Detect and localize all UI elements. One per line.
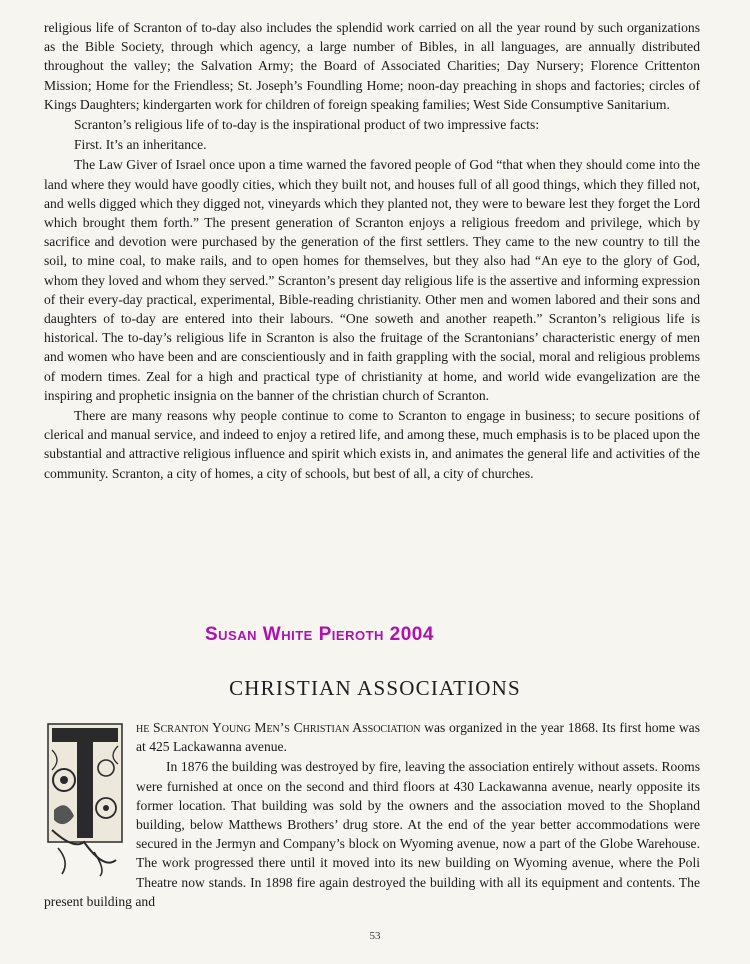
page-body xyxy=(44,18,700,483)
paragraph-5: There are many reasons why people continue to come to Scranton to engage in business; to secure positions of clerical and manual service, and indeed to enjoy a retired life, and among these, much emphasis is to be placed upon the substantial and attractive religious influence and spirit which exists in, and animates the general life and activities of the community. Scranton, a city of homes, a city of schools, but best of all, a city of churches. xyxy=(44,408,700,481)
section-paragraph-2: In 1876 the building was destroyed by fire, leaving the association entirely without assets. Rooms were furnished at once on the second and third floors at 430 Lackawanna avenue, nearly opposite its former location. That building was sold by the owners and the association moved to the Shopland building, below Matthews Brothers’ drug store. At the end of the year better accommodations were secured in the Jermyn and Company’s block on Wyoming avenue, now a part of the Globe Warehouse. The work progressed there until it moved into its new building on Wyoming avenue, where the Poli Theatre now stands. In 1898 fire again destroyed the building with all its equipment and contents. The present building and xyxy=(44,759,700,909)
section-heading: CHRISTIAN ASSOCIATIONS xyxy=(229,676,521,700)
paragraph-3: First. It’s an inheritance. xyxy=(74,137,207,153)
ornamental-dropcap-icon xyxy=(44,720,126,878)
page-number: 53 xyxy=(369,930,381,942)
lead-rest: was organized in the year 1868. Its first home was at 425 Lackawanna avenue. xyxy=(136,720,700,755)
paragraph-4: The Law Giver of Israel once upon a time warned the favored people of God “that when they should come into the land where they would have goodly cities, which they built not, and houses full of all good things, which they filled not, and wells digged which they digged not, vineyards which they planted not, they were to beware lest they forget the Lord which brought them forth.” The present generation of Scranton enjoys a religious freedom and privilege, which by sacrifice and devotion were purchased by the generation of the first settlers. They came to the new country to till the soil, to mine coal, to make rails, and to open homes for themselves, but they also had “An eye to the glory of God, whom they loved and whom they served.” Scranton’s present day religious life is the assertive and informing expression of their every-day practical, experimental, Bible-reading christianity. Other men and women labored and their sons and daughters of to-day are entered into their labours. “One soweth and another reapeth.” Scranton’s religious life is historical. The to-day’s religious life in Scranton is also the fruitage of the Scrantonians’ characteristic energy of men and women who have been and are conscientiously and in faith grappling with the social, moral and religious problems of modern times. Zeal for a high and practical type of christianity at home, and world wide evangelization are the inspiring and prophetic insignia on the banner of the christian church of Scranton. xyxy=(44,157,700,403)
lead-smallcaps: he Scranton Young Men’s Christian Association xyxy=(136,720,421,735)
watermark: Susan White Pieroth 2004 xyxy=(205,624,434,645)
section-body xyxy=(44,718,700,911)
paragraph-2: Scranton’s religious life of to-day is the inspirational product of two impressive facts: xyxy=(74,117,540,133)
section-paragraph-1 xyxy=(44,718,700,756)
paragraph-1: religious life of Scranton of to-day also includes the splendid work carried on all the year round by such organizations as the Bible Society, through which agency, a large number of Bibles, in all languages, are annually distributed throughout the valley; the Salvation Army; the Board of Associated Charities; Day Nursery; Florence Crittenton Mission; Home for the Friendless; St. Joseph’s Foundling Home; noon-day preaching in shops and factories; circles of Kings Daughters; kindergarten work for children of foreign speaking families; West Side Consumptive Sanitarium. xyxy=(44,20,700,112)
